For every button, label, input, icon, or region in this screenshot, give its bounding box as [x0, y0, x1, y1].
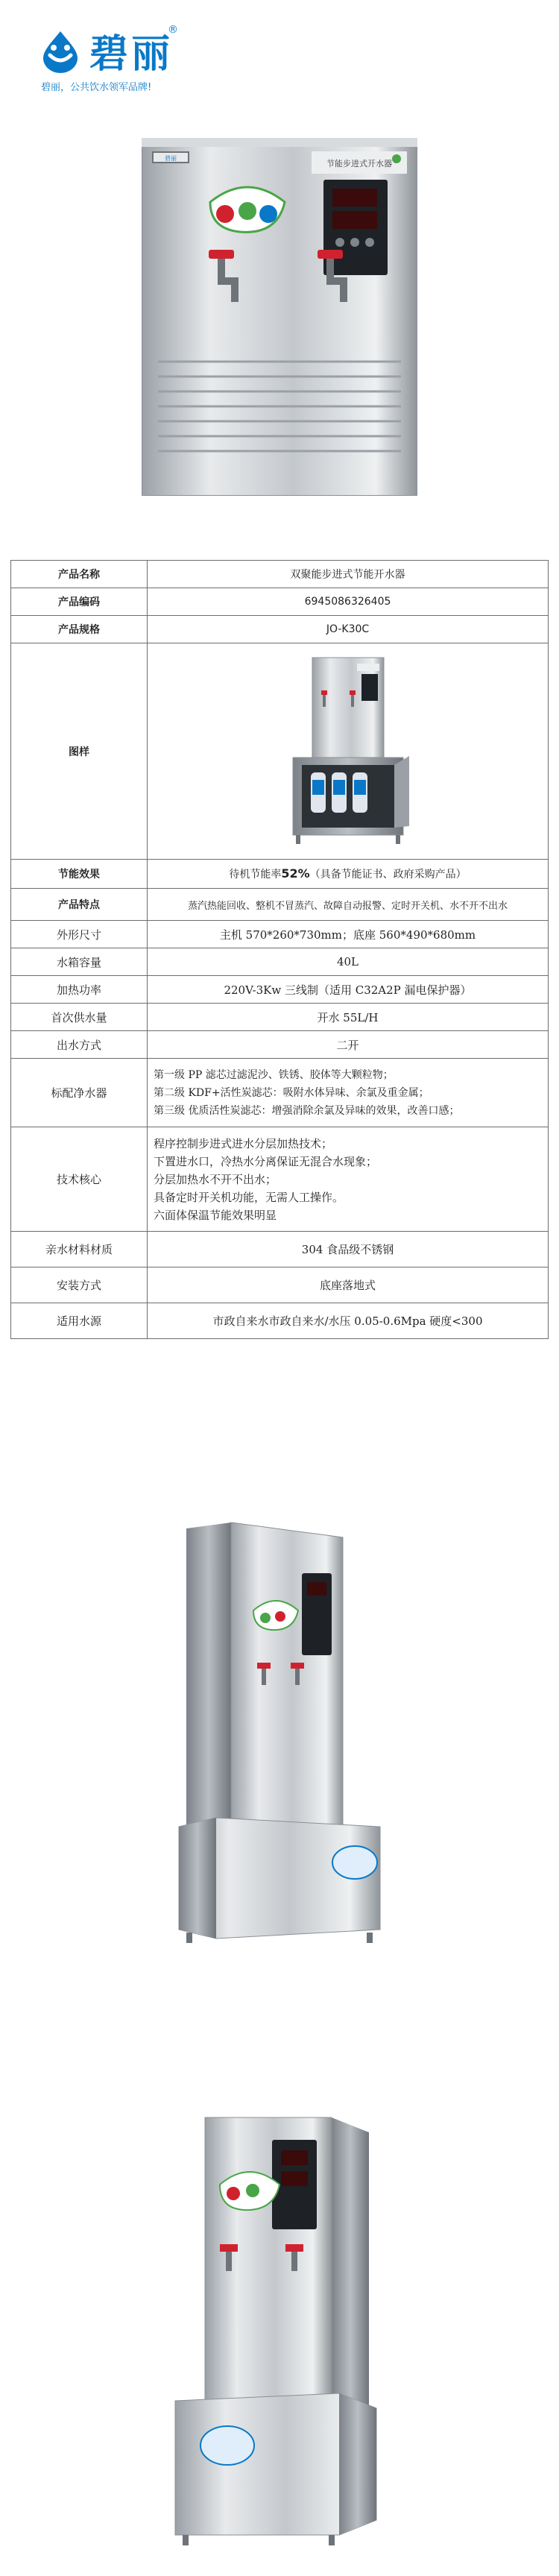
spec-label: 产品编码	[11, 588, 148, 616]
table-row	[11, 1059, 549, 1127]
table-row	[11, 889, 549, 921]
spec-label: 外形尺寸	[11, 921, 148, 948]
spec-value: 底座落地式	[148, 1267, 549, 1303]
spec-label: 产品名称	[11, 561, 148, 588]
spec-label: 安装方式	[11, 1267, 148, 1303]
table-row	[11, 948, 549, 976]
spec-label: 节能效果	[11, 860, 148, 889]
spec-label: 产品规格	[11, 616, 148, 643]
spec-label: 标配净水器	[11, 1059, 148, 1127]
spec-value: 二开	[148, 1031, 549, 1059]
brand-name: 碧丽	[89, 32, 174, 77]
table-row	[11, 643, 549, 860]
table-row	[11, 1303, 549, 1339]
spec-value: 40L	[148, 948, 549, 976]
spec-value-multiline: 第一级 PP 滤芯过滤泥沙、铁锈、胶体等大颗粒物； 第二级 KDF+活性炭滤芯：吸附水体异味、余氯及重金属； 第三级 优质活性炭滤芯：增强消除余氯及异味的效果，改善口感；	[148, 1059, 549, 1127]
spec-label: 亲水材料材质	[11, 1232, 148, 1267]
table-row	[11, 616, 549, 643]
spec-value: 双聚能步进式节能开水器	[148, 561, 549, 588]
spec-value: 304 食品级不锈钢	[148, 1232, 549, 1267]
table-row	[11, 1232, 549, 1267]
table-row	[11, 976, 549, 1004]
table-row	[11, 1004, 549, 1031]
svg-text:碧丽: 碧丽	[165, 155, 177, 162]
brand-header	[0, 0, 559, 112]
spec-label: 水箱容量	[11, 948, 148, 976]
spec-label: 技术核心	[11, 1127, 148, 1232]
spec-value: 蒸汽热能回收、整机不冒蒸汽、故障自动报警、定时开关机、水不开不出水	[148, 889, 549, 921]
product-photo-front-view	[160, 2103, 384, 2550]
spec-value: 开水 55L/H	[148, 1004, 549, 1031]
svg-text:节能步进式开水器: 节能步进式开水器	[326, 159, 392, 169]
table-row	[11, 860, 549, 889]
product-sample-image	[285, 653, 411, 847]
water-drop-smile-icon	[37, 28, 83, 75]
spec-value: 主机 570*260*730mm；底座 560*490*680mm	[148, 921, 549, 948]
spec-label: 图样	[11, 643, 148, 860]
spec-value: 220V-3Kw 三线制（适用 C32A2P 漏电保护器）	[148, 976, 549, 1004]
spec-label: 产品特点	[11, 889, 148, 921]
spec-table	[10, 560, 549, 1339]
spec-label: 加热功率	[11, 976, 148, 1004]
spec-value: 待机节能率52%（具备节能证书、政府采购产品）	[148, 860, 549, 889]
table-row	[11, 1031, 549, 1059]
spec-value: 6945086326405	[148, 588, 549, 616]
spec-value: 市政自来水市政自来水/水压 0.05-0.6Mpa 硬度<300	[148, 1303, 549, 1339]
spec-label: 首次供水量	[11, 1004, 148, 1031]
spec-value-multiline: 程序控制步进式进水分层加热技术； 下置进水口，冷热水分离保证无混合水现象； 分层加热水不开不出水； 具备定时开关机功能，无需人工操作。 六面体保温节能效果明显	[148, 1127, 549, 1232]
spec-image-cell	[148, 643, 549, 860]
brand-slogan: 碧丽，公共饮水领军品牌!	[41, 82, 152, 93]
product-hero-image	[142, 138, 417, 496]
table-row	[11, 1267, 549, 1303]
spec-label: 适用水源	[11, 1303, 148, 1339]
table-row	[11, 561, 549, 588]
spec-label: 出水方式	[11, 1031, 148, 1059]
table-row	[11, 588, 549, 616]
registered-mark: ®	[168, 24, 178, 36]
table-row	[11, 1127, 549, 1232]
spec-value: JO-K30C	[148, 616, 549, 643]
table-row	[11, 921, 549, 948]
product-photo-side-view	[171, 1521, 388, 1946]
